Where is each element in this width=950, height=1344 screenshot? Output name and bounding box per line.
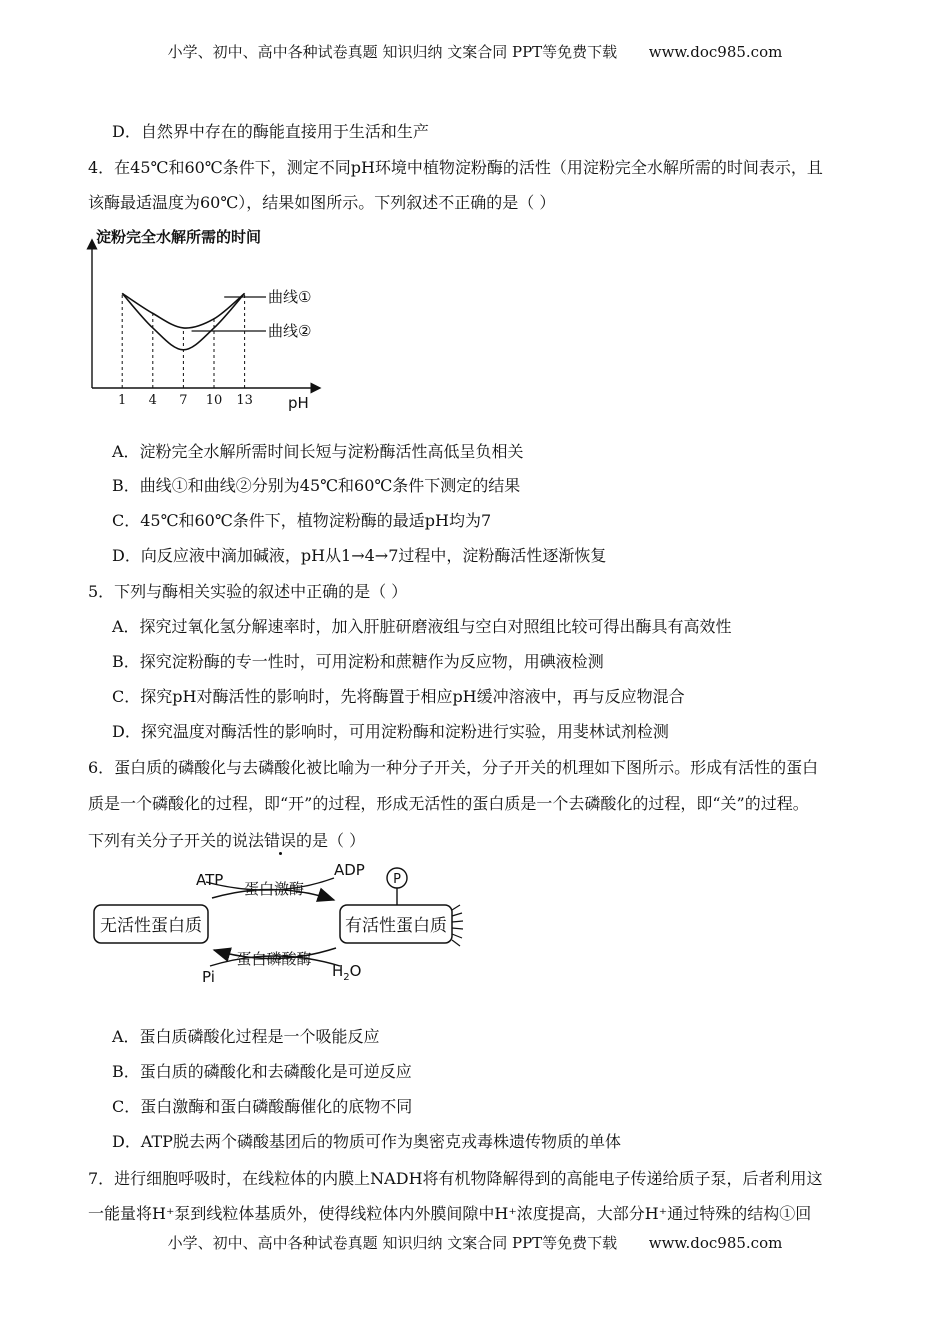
phosphate-label: P <box>393 872 401 887</box>
q6-option-a: A．蛋白质磷酸化过程是一个吸能反应 <box>112 1027 380 1046</box>
adp-label: ADP <box>334 861 365 879</box>
legend-label-2: 曲线② <box>268 322 312 340</box>
q6-stem-emphasis: 错误 <box>264 831 297 850</box>
q6-option-b: B．蛋白质的磷酸化和去磷酸化是可逆反应 <box>112 1062 412 1081</box>
phosphatase-label: 蛋白磷酸酶 <box>236 950 312 968</box>
kinase-label: 蛋白激酶 <box>243 880 305 898</box>
q4-option-d: D．向反应液中滴加碱液，pH从1→4→7过程中，淀粉酶活性逐渐恢复 <box>112 546 607 565</box>
q5-option-d: D．探究温度对酶活性的影响时，可用淀粉酶和淀粉进行实验，用斐林试剂检测 <box>112 722 669 741</box>
chart-guides <box>122 293 244 388</box>
q6-stem-line3-post: 的是（ ） <box>296 831 366 850</box>
q5-option-c: C．探究pH对酶活性的影响时，先将酶置于相应pH缓冲溶液中，再与反应物混合 <box>112 687 685 706</box>
header-url: www.doc985.com <box>648 43 783 61</box>
h2o-label <box>332 962 361 983</box>
chart-x-tick-label: 4 <box>148 393 157 408</box>
chart-x-tick-label: 10 <box>205 393 223 408</box>
q6-stem-line3-pre: 下列有关分子开关的说法 <box>88 831 265 850</box>
series-line-curve-2 <box>122 293 244 349</box>
q4-option-b: B．曲线①和曲线②分别为45℃和60℃条件下测定的结果 <box>112 476 521 495</box>
q5-option-a: A．探究过氧化氢分解速率时，加入肝脏研磨液组与空白对照组比较可得出酶具有高效性 <box>112 617 732 636</box>
pi-label: Pi <box>202 968 215 986</box>
q4-chart <box>80 222 340 414</box>
chart-x-tick-label: 13 <box>236 393 253 408</box>
q6-stem-line1: 6．蛋白质的磷酸化与去磷酸化被比喻为一种分子开关，分子开关的机理如下图所示。形成有活性的蛋白 <box>88 758 819 777</box>
q3-option-d: D．自然界中存在的酶能直接用于生活和生产 <box>112 122 429 141</box>
active-protein-label: 有活性蛋白质 <box>345 916 447 936</box>
q6-option-c: C．蛋白激酶和蛋白磷酸酶催化的底物不同 <box>112 1097 413 1116</box>
q6-diagram <box>88 858 478 988</box>
atp-label: ATP <box>196 871 224 889</box>
q4-option-a: A．淀粉完全水解所需时间长短与淀粉酶活性高低呈负相关 <box>112 442 524 461</box>
series-line-curve-1 <box>122 293 244 328</box>
q4-option-c: C．45℃和60℃条件下，植物淀粉酶的最适pH均为7 <box>112 511 492 530</box>
footer-url: www.doc985.com <box>648 1234 783 1252</box>
q5-stem: 5．下列与酶相关实验的叙述中正确的是（ ） <box>88 582 408 601</box>
h2o-sub: 2 <box>343 972 350 983</box>
h2o-o: O <box>349 962 362 980</box>
q6-stem-line3 <box>88 828 365 851</box>
chart-ylabel: 淀粉完全水解所需的时间 <box>96 228 262 246</box>
active-site-fringe <box>452 905 463 946</box>
q4-stem-line1: 4．在45℃和60℃条件下，测定不同pH环境中植物淀粉酶的活性（用淀粉完全水解所需的时间表示，且 <box>88 158 823 177</box>
chart-x-ticks <box>118 393 253 408</box>
q6-option-d: D．ATP脱去两个磷酸基团后的物质可作为奥密克戎毒株遗传物质的单体 <box>112 1132 621 1151</box>
chart-xlabel: pH <box>288 394 309 412</box>
inactive-protein-label: 无活性蛋白质 <box>100 916 202 936</box>
footer-text: 小学、初中、高中各种试卷真题 知识归纳 文案合同 PPT等免费下载 <box>167 1234 618 1252</box>
page-header <box>0 41 950 62</box>
q4-stem-line2: 该酶最适温度为60℃），结果如图所示。下列叙述不正确的是（ ） <box>88 193 556 212</box>
chart-x-tick-label: 7 <box>179 393 188 408</box>
legend-label-1: 曲线① <box>268 288 312 306</box>
q6-stem-line2: 质是一个磷酸化的过程，即“开”的过程，形成无活性的蛋白质是一个去磷酸化的过程，即“关”的过程。 <box>88 794 809 813</box>
chart-x-tick-label: 1 <box>118 393 127 408</box>
q7-stem-line1: 7．进行细胞呼吸时，在线粒体的内膜上NADH将有机物降解得到的高能电子传递给质子泵，后者利用这 <box>88 1169 823 1188</box>
header-text: 小学、初中、高中各种试卷真题 知识归纳 文案合同 PPT等免费下载 <box>167 43 618 61</box>
h2o-h: H <box>332 962 344 980</box>
page-footer <box>0 1232 950 1253</box>
q7-stem-line2: 一能量将H⁺泵到线粒体基质外，使得线粒体内外膜间隙中H⁺浓度提高，大部分H⁺通过特殊的结构①回 <box>88 1204 812 1223</box>
q5-option-b: B．探究淀粉酶的专一性时，可用淀粉和蔗糖作为反应物，用碘液检测 <box>112 652 604 671</box>
